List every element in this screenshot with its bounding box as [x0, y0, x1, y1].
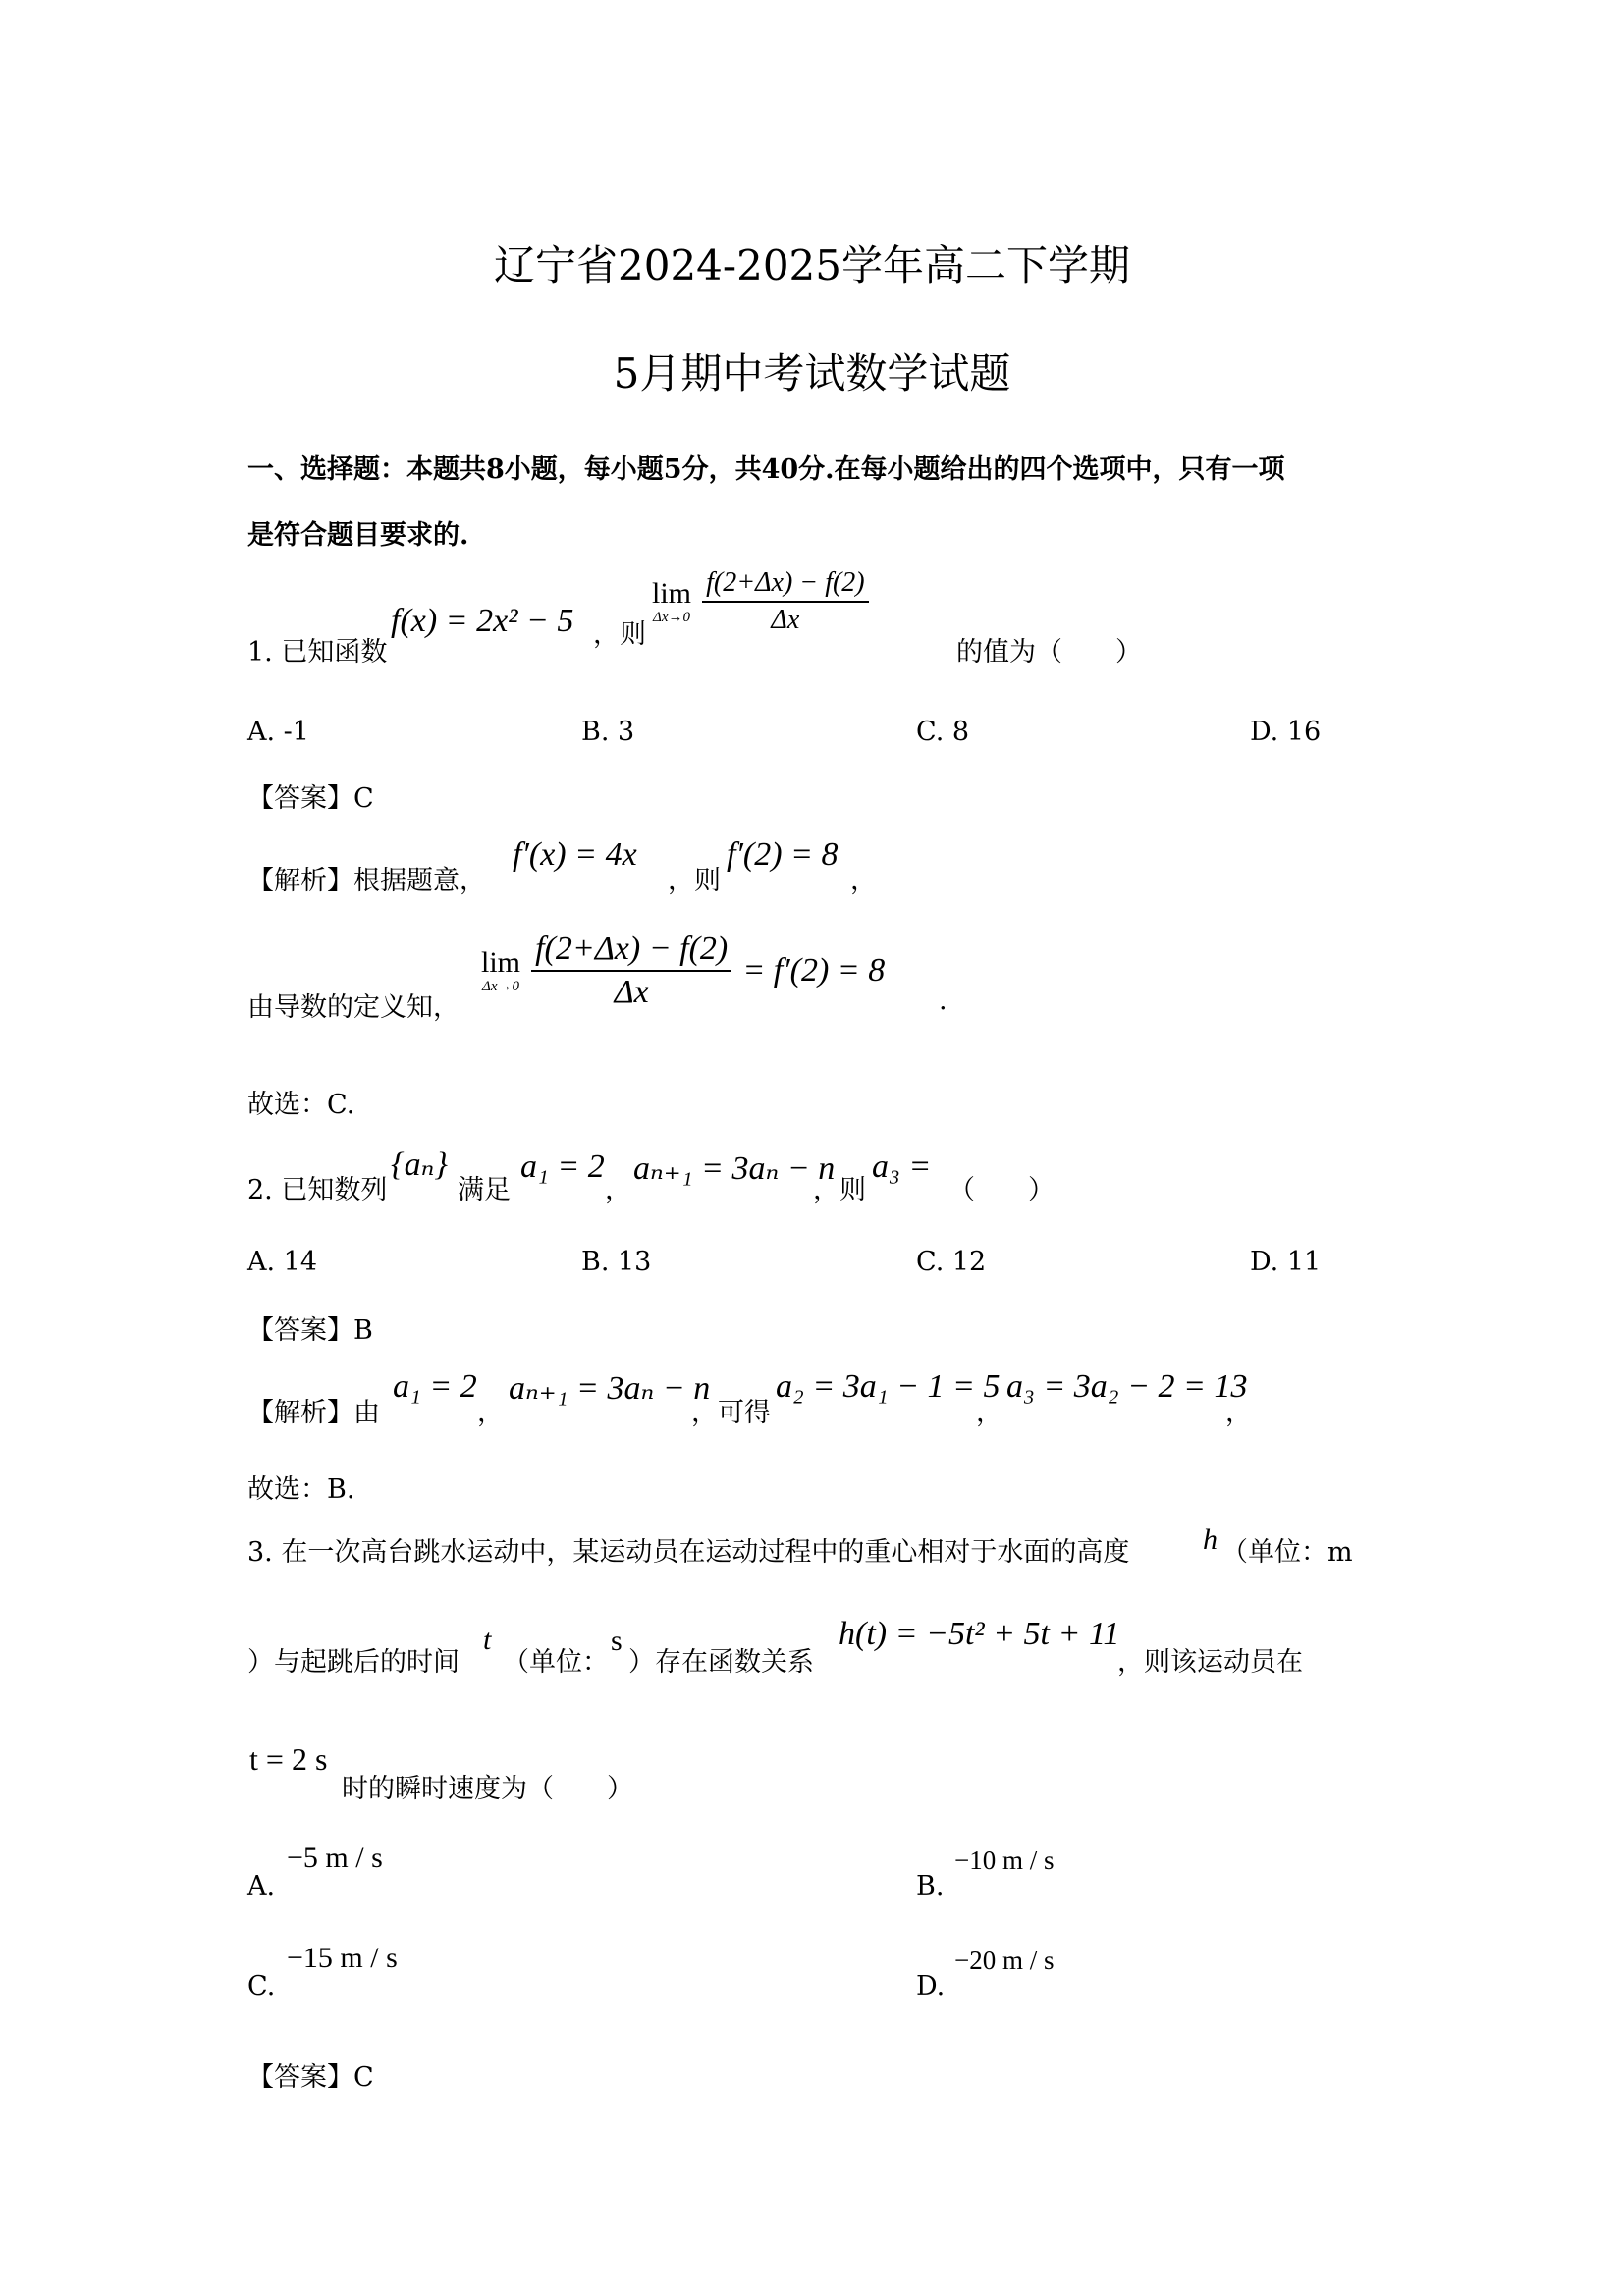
q3-option-c-value: −15 m / s — [287, 1942, 398, 1974]
q1-answer: 【答案】C — [247, 783, 374, 814]
q2-analysis-end: ， — [1225, 1398, 1252, 1428]
q1-analysis-end: ， — [850, 866, 877, 896]
q2-analysis-sep1: ， — [477, 1398, 504, 1428]
q3-line1: 3. 在一次高台跳水运动中，某运动员在运动过程中的重心相对于水面的高度 — [247, 1537, 1130, 1568]
q1-definition-expression — [481, 931, 885, 1011]
q2-mid1: 满足 — [458, 1175, 511, 1205]
q1-fraction-numerator: f(2+Δx) − f(2) — [702, 567, 869, 603]
q3-option-c-label: C. — [247, 1971, 276, 2002]
q3-time-symbol: t — [483, 1624, 492, 1656]
q3-line2a: ）与起跳后的时间 — [247, 1647, 460, 1678]
q2-conclusion: 故选：B. — [247, 1474, 355, 1505]
q3-height-symbol: h — [1203, 1523, 1218, 1556]
q1-analysis-prefix: 【解析】根据题意， — [247, 866, 486, 896]
q1-mid-text: ，则 — [593, 619, 646, 650]
q1-fraction-denominator: Δx — [771, 605, 800, 635]
section-heading-line2: 是符合题目要求的. — [247, 520, 469, 551]
page-title-line2: 5月期中考试数学试题 — [613, 349, 1011, 398]
q2-option-d: D. 11 — [1250, 1247, 1322, 1277]
q2-target-term: a₃ = — [872, 1148, 932, 1185]
lim-word: lim — [652, 576, 692, 610]
q1-analysis-value: f′(2) = 8 — [727, 836, 839, 873]
q2-option-c: C. 12 — [916, 1247, 987, 1277]
q3-unit-meter: （单位：m — [1221, 1537, 1353, 1568]
q2-analysis-prefix: 【解析】由 — [247, 1398, 380, 1428]
q3-option-a-label: A. — [247, 1871, 276, 1901]
q1-option-b: B. 3 — [581, 717, 635, 747]
q1-definition-end: . — [939, 986, 947, 1016]
q1-conclusion: 故选：C. — [247, 1090, 355, 1120]
q1-prefix: 1. 已知函数 — [247, 637, 388, 667]
q2-separator: ， — [605, 1175, 631, 1205]
q2-analysis-recurrence: aₙ₊₁ = 3aₙ − n — [509, 1370, 711, 1407]
q2-mid2: ，则 — [813, 1175, 866, 1205]
q1-analysis-derivative: f′(x) = 4x — [513, 836, 637, 873]
q2-analysis-sep2: ， — [976, 1398, 1002, 1428]
q3-option-d-label: D. — [916, 1971, 946, 2002]
q1-option-a: A. -1 — [247, 717, 309, 747]
q3-second-unit: s — [611, 1625, 623, 1657]
q3-height-function: h(t) = −5t² + 5t + 11 — [839, 1616, 1120, 1652]
q3-option-a-value: −5 m / s — [287, 1842, 383, 1874]
q1-definition-prefix: 由导数的定义知， — [247, 992, 460, 1023]
q2-sequence: {aₙ} — [391, 1147, 448, 1183]
q2-suffix: （ ） — [948, 1175, 1055, 1205]
definition-fraction-denominator: Δx — [614, 974, 649, 1010]
section-heading-line1: 一、选择题：本题共8小题，每小题5分，共40分.在每小题给出的四个选项中，只有一项 — [247, 454, 1285, 485]
page-title-line1: 辽宁省2024-2025学年高二下学期 — [494, 241, 1130, 290]
q3-line3: 时的瞬时速度为（ ） — [342, 1774, 633, 1804]
definition-rhs: = f′(2) = 8 — [742, 952, 886, 988]
q3-time-value: t = 2 s — [249, 1741, 328, 1777]
q1-option-d: D. 16 — [1250, 717, 1322, 747]
q2-recurrence: aₙ₊₁ = 3aₙ − n — [633, 1150, 836, 1187]
q3-option-b-label: B. — [916, 1871, 945, 1901]
q2-option-a: A. 14 — [247, 1247, 318, 1277]
q1-analysis-mid: ，则 — [668, 866, 721, 896]
q3-line2d: ，则该运动员在 — [1117, 1647, 1303, 1678]
q1-option-c: C. 8 — [916, 717, 970, 747]
q3-line2c: ）存在函数关系 — [628, 1647, 814, 1678]
q3-line2b: （单位： — [503, 1647, 609, 1678]
q2-answer: 【答案】B — [247, 1315, 373, 1346]
q1-limit-expression — [652, 567, 869, 636]
q2-analysis-initial: a₁ = 2 — [393, 1368, 477, 1405]
definition-fraction-numerator: f(2+Δx) − f(2) — [531, 931, 731, 972]
q2-prefix: 2. 已知数列 — [247, 1175, 388, 1205]
q2-initial-term: a₁ = 2 — [520, 1148, 605, 1185]
lim-subscript: Δx→0 — [482, 978, 519, 994]
lim-word: lim — [481, 945, 521, 979]
q2-analysis-a3: a₃ = 3a₂ − 2 = 13 — [1006, 1368, 1248, 1405]
q1-function: f(x) = 2x² − 5 — [391, 603, 574, 639]
q3-answer: 【答案】C — [247, 2062, 374, 2093]
lim-subscript: Δx→0 — [653, 609, 690, 625]
q1-suffix: 的值为（ ） — [956, 637, 1142, 667]
q2-analysis-a2: a₂ = 3a₁ − 1 = 5 — [776, 1368, 1001, 1405]
q3-option-d-value: −20 m / s — [954, 1946, 1055, 1975]
q2-option-b: B. 13 — [581, 1247, 652, 1277]
q2-analysis-mid: ，可得 — [691, 1398, 771, 1428]
q3-option-b-value: −10 m / s — [954, 1845, 1055, 1875]
